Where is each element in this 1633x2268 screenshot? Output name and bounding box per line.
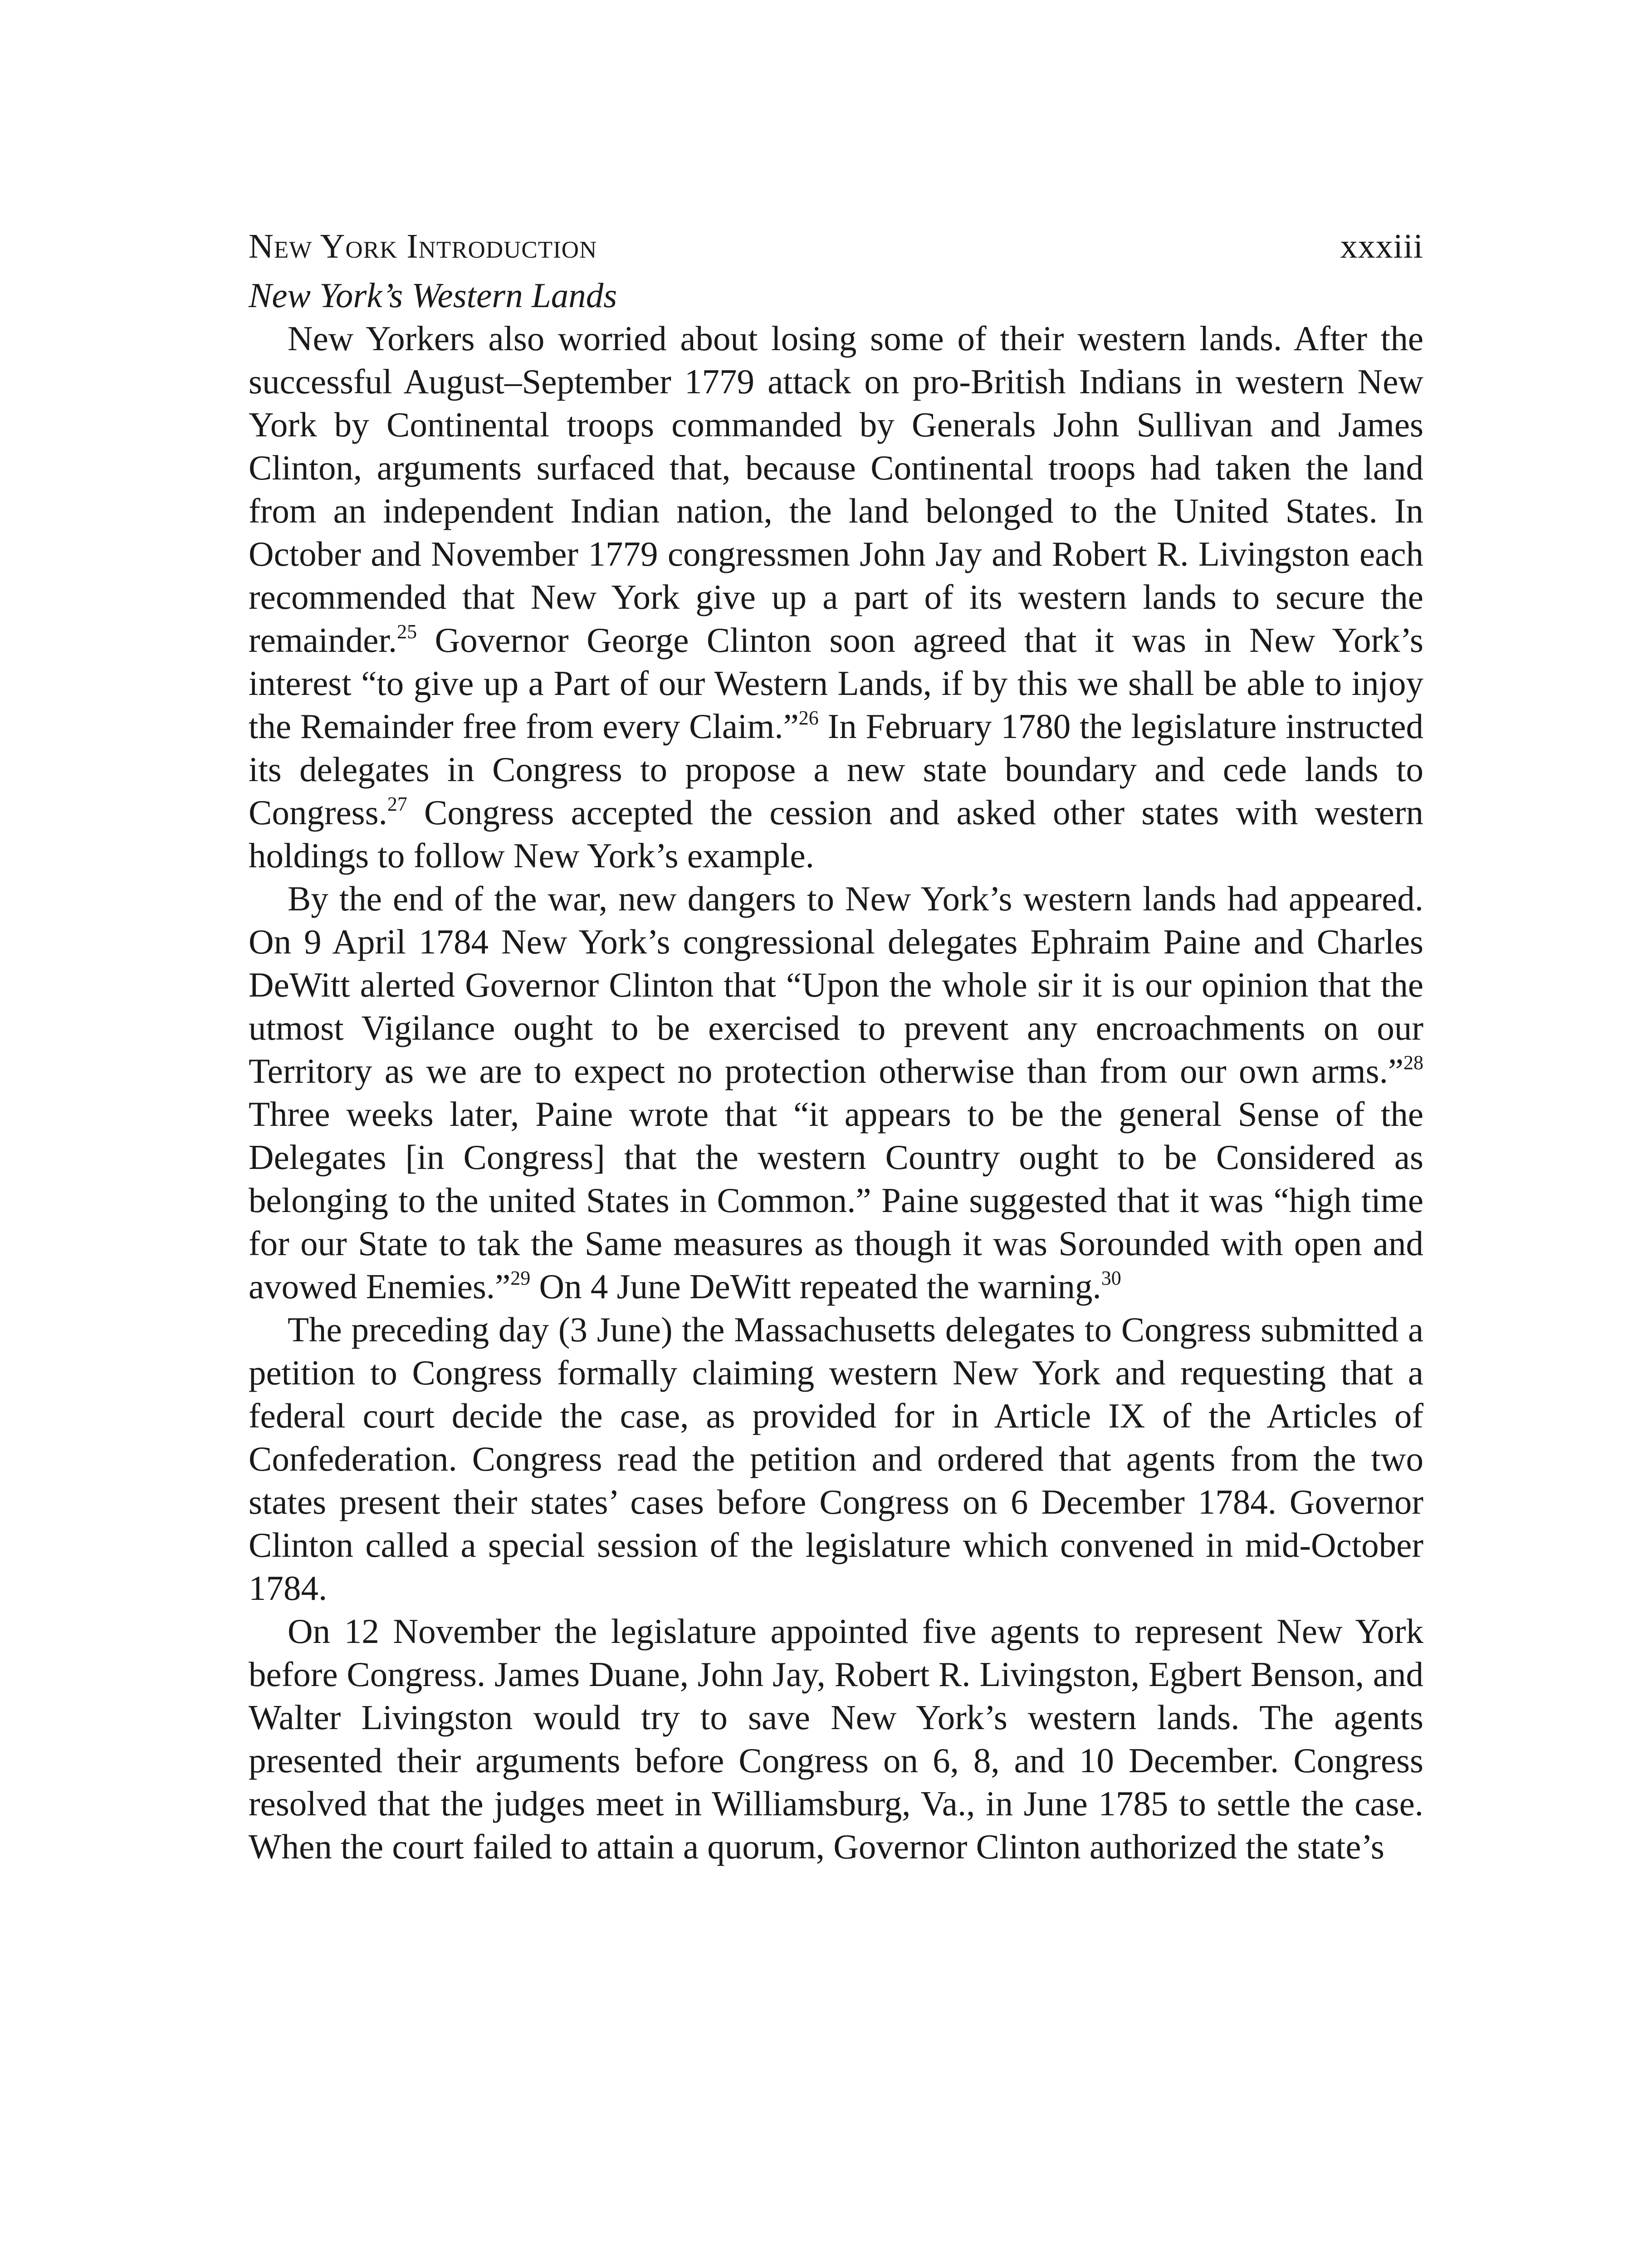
paragraph-text: The preceding day (3 June) the Massachusetts delegates to Congress submitted a petition to Congress formally claiming western New York and requesting that a federal court decide the case, as provided for in Article IX of the Articles of Confederation. Congress read the petition and ordered that agents from the two states present their states’ cases before Congress on 6 December 1784. Governor Clinton called a special session of the legislature which convened in mid-October 1784. [249, 1310, 1423, 1608]
running-title: New York Introduction [249, 227, 597, 265]
paragraph-text: New Yorkers also worried about losing some of their western lands. After the successful August–September 1779 attack on pro-British Indians in western New York by Continental troops commanded by Generals John Sullivan and James Clinton, arguments surfaced that, because Continental troops had taken the land from an independent Indian nation, the land belonged to the United States. In October and November 1779 congressmen John Jay and Robert R. Livingston each recommended that New York give up a part of its western lands to secure the remainder. [249, 319, 1423, 660]
section-title: New York’s Western Lands [249, 276, 617, 315]
paragraph [249, 317, 1423, 877]
paragraph-text: By the end of the war, new dangers to New York’s western lands had appeared. On 9 April 1784 New York’s congressional delegates Ephraim Paine and Charles DeWitt alerted Governor Clinton that “Upon the whole sir it is our opinion that the utmost Vigilance ought to be exercised to prevent any encroachments on our Territory as we are to expect no protection otherwise than from our own arms.” [249, 879, 1423, 1090]
footnote-marker[interactable]: 29 [510, 1267, 531, 1289]
paragraph-text: Governor George Clinton soon agreed that it was in New York’s interest “to give up a Part of our Western Lands, if by this we shall be able to injoy the Remainder free from every Claim.” [249, 621, 1423, 746]
paragraph [249, 1308, 1423, 1610]
body-text [249, 317, 1423, 1868]
footnote-marker[interactable]: 28 [1403, 1051, 1423, 1074]
page-number: xxxiii [1340, 227, 1423, 265]
paragraph-text: Congress accepted the cession and asked other states with western holdings to follow New York’s example. [249, 793, 1423, 875]
paragraph [249, 1610, 1423, 1868]
footnote-marker[interactable]: 27 [387, 793, 407, 815]
footnote-marker[interactable]: 25 [397, 621, 417, 643]
paragraph-text: In February 1780 the legislature instructed its delegates in Congress to propose a new state boundary and cede lands to Congress. [249, 707, 1423, 832]
book-page [249, 218, 1423, 1868]
running-head [249, 218, 1423, 268]
paragraph-text: Three weeks later, Paine wrote that “it appears to be the general Sense of the Delegates [in Congress] that the western Country ought to be Considered as belonging to the united States in Common.” Paine suggested that it was “high time for our State to tak the Same measures as though it was Sorounded with open and avowed Enemies.” [249, 1095, 1423, 1306]
paragraph-text: On 12 November the legislature appointed five agents to represent New York before Congress. James Duane, John Jay, Robert R. Livingston, Egbert Benson, and Walter Livingston would try to save New York’s western lands. The agents presented their arguments before Congress on 6, 8, and 10 December. Congress resolved that the judges meet in Williamsburg, Va., in June 1785 to settle the case. When the court failed to attain a quorum, Governor Clinton authorized the state’s [249, 1612, 1423, 1866]
paragraph [249, 877, 1423, 1308]
footnote-marker[interactable]: 26 [798, 707, 819, 729]
footnote-marker[interactable]: 30 [1101, 1267, 1121, 1289]
paragraph-text: On 4 June DeWitt repeated the warning. [530, 1267, 1101, 1306]
